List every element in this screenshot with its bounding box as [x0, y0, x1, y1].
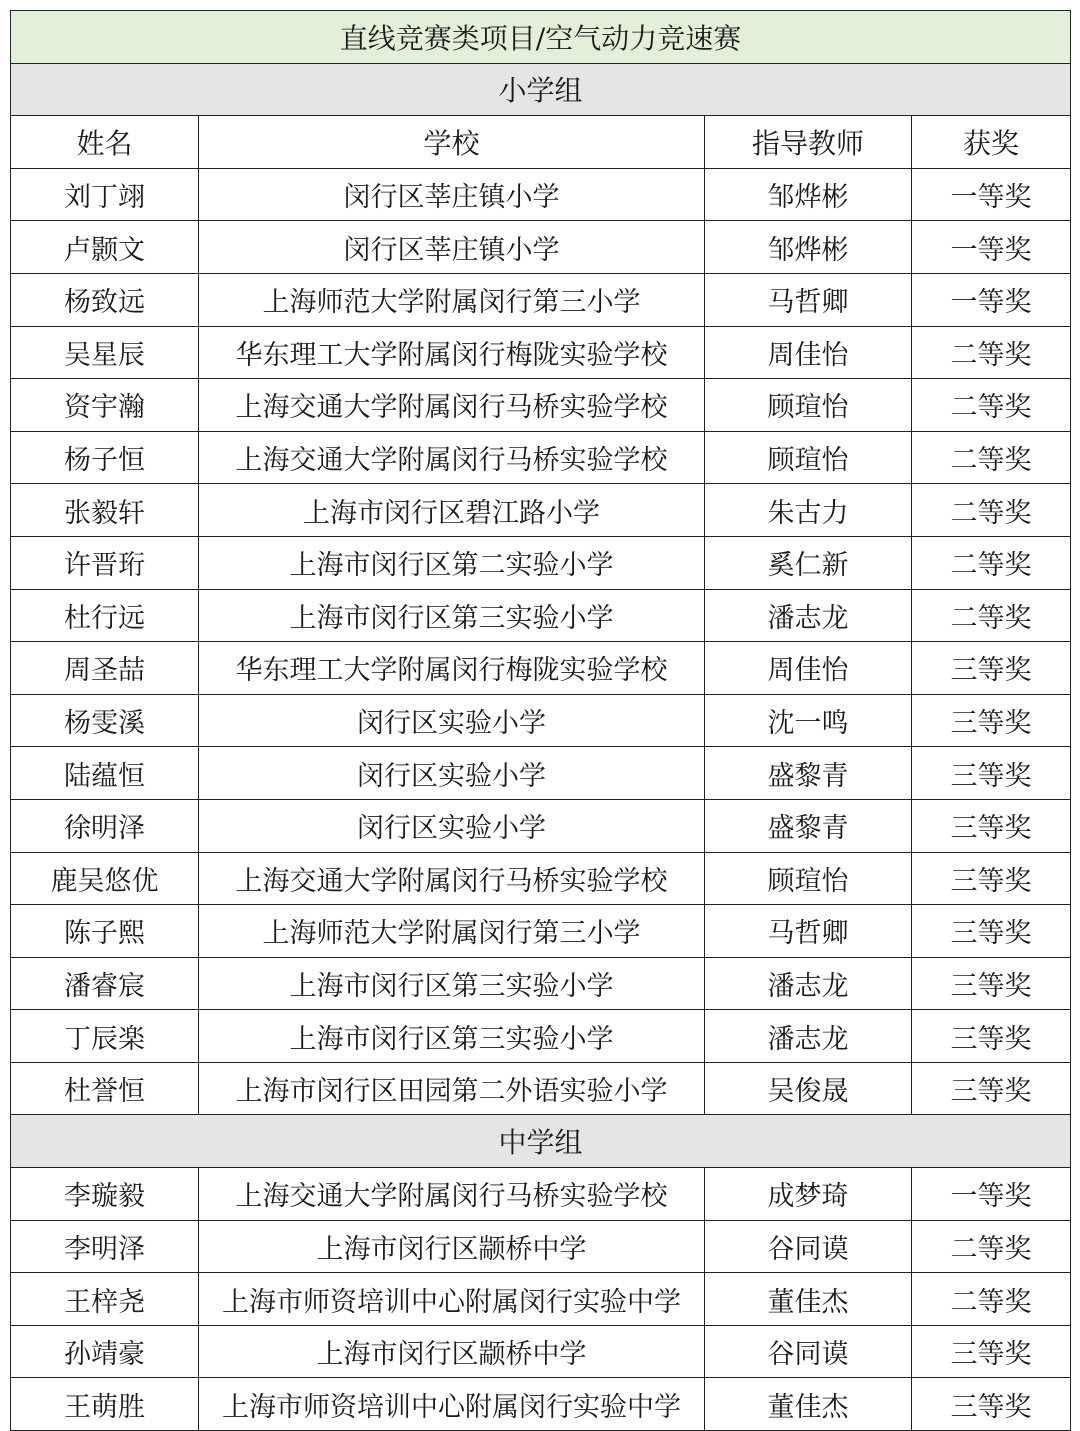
teacher-cell: 周佳怡 — [705, 326, 912, 379]
teacher-cell: 朱古力 — [705, 484, 912, 537]
group-row — [11, 1115, 1071, 1168]
group-row — [11, 63, 1071, 116]
table-row — [11, 221, 1071, 274]
table-row — [11, 905, 1071, 958]
award-cell: 一等奖 — [912, 1168, 1071, 1221]
table-row — [11, 1325, 1071, 1378]
group-label: 中学组 — [11, 1115, 1071, 1168]
student-name-cell: 杨雯溪 — [11, 694, 199, 747]
teacher-cell: 成梦琦 — [705, 1168, 912, 1221]
table-row — [11, 536, 1071, 589]
table-row — [11, 642, 1071, 695]
student-name-cell: 李明泽 — [11, 1220, 199, 1273]
table-row — [11, 799, 1071, 852]
school-cell: 上海市闵行区碧江路小学 — [199, 484, 705, 537]
student-name-cell: 许晋珩 — [11, 536, 199, 589]
school-cell: 闵行区莘庄镇小学 — [199, 168, 705, 221]
column-header-name: 姓名 — [11, 116, 199, 169]
teacher-cell: 顾瑄怡 — [705, 379, 912, 432]
student-name-cell: 李璇毅 — [11, 1168, 199, 1221]
school-cell: 闵行区实验小学 — [199, 799, 705, 852]
student-name-cell: 陈子熙 — [11, 905, 199, 958]
table-row — [11, 379, 1071, 432]
award-cell: 二等奖 — [912, 431, 1071, 484]
table-row — [11, 1220, 1071, 1273]
school-cell: 上海市闵行区第三实验小学 — [199, 957, 705, 1010]
school-cell: 上海交通大学附属闵行马桥实验学校 — [199, 379, 705, 432]
school-cell: 上海师范大学附属闵行第三小学 — [199, 273, 705, 326]
student-name-cell: 陆蕴恒 — [11, 747, 199, 800]
teacher-cell: 吴俊晟 — [705, 1062, 912, 1115]
table-row — [11, 1062, 1071, 1115]
school-cell: 上海市师资培训中心附属闵行实验中学 — [199, 1378, 705, 1431]
column-header-teacher: 指导教师 — [705, 116, 912, 169]
award-cell: 一等奖 — [912, 221, 1071, 274]
award-cell: 三等奖 — [912, 1378, 1071, 1431]
table-row — [11, 957, 1071, 1010]
table-row — [11, 484, 1071, 537]
teacher-cell: 马哲卿 — [705, 273, 912, 326]
award-cell: 二等奖 — [912, 1273, 1071, 1326]
school-cell: 闵行区莘庄镇小学 — [199, 221, 705, 274]
student-name-cell: 丁辰楽 — [11, 1010, 199, 1063]
school-cell: 上海市师资培训中心附属闵行实验中学 — [199, 1273, 705, 1326]
award-cell: 三等奖 — [912, 905, 1071, 958]
teacher-cell: 潘志龙 — [705, 1010, 912, 1063]
student-name-cell: 王梓尧 — [11, 1273, 199, 1326]
school-cell: 华东理工大学附属闵行梅陇实验学校 — [199, 642, 705, 695]
teacher-cell: 邹烨彬 — [705, 221, 912, 274]
table-row — [11, 431, 1071, 484]
award-cell: 二等奖 — [912, 379, 1071, 432]
school-cell: 上海市闵行区颛桥中学 — [199, 1220, 705, 1273]
school-cell: 上海市闵行区第三实验小学 — [199, 1010, 705, 1063]
school-cell: 上海市闵行区第二实验小学 — [199, 536, 705, 589]
school-cell: 华东理工大学附属闵行梅陇实验学校 — [199, 326, 705, 379]
table-title-row — [11, 11, 1071, 64]
school-cell: 上海交通大学附属闵行马桥实验学校 — [199, 1168, 705, 1221]
award-table — [10, 10, 1071, 1431]
teacher-cell: 周佳怡 — [705, 642, 912, 695]
award-cell: 二等奖 — [912, 589, 1071, 642]
award-cell: 三等奖 — [912, 1010, 1071, 1063]
award-cell: 二等奖 — [912, 1220, 1071, 1273]
teacher-cell: 沈一鸣 — [705, 694, 912, 747]
student-name-cell: 杨致远 — [11, 273, 199, 326]
student-name-cell: 卢颢文 — [11, 221, 199, 274]
table-title: 直线竞赛类项目/空气动力竞速赛 — [11, 11, 1071, 64]
column-header-school: 学校 — [199, 116, 705, 169]
table-row — [11, 168, 1071, 221]
group-label: 小学组 — [11, 63, 1071, 116]
teacher-cell: 潘志龙 — [705, 957, 912, 1010]
student-name-cell: 潘睿宸 — [11, 957, 199, 1010]
award-cell: 三等奖 — [912, 1325, 1071, 1378]
student-name-cell: 王萌胜 — [11, 1378, 199, 1431]
award-cell: 三等奖 — [912, 852, 1071, 905]
table-row — [11, 694, 1071, 747]
student-name-cell: 杨子恒 — [11, 431, 199, 484]
table-row — [11, 1168, 1071, 1221]
teacher-cell: 奚仁新 — [705, 536, 912, 589]
award-cell: 一等奖 — [912, 168, 1071, 221]
award-cell: 三等奖 — [912, 1062, 1071, 1115]
table-row — [11, 1378, 1071, 1431]
table-row — [11, 273, 1071, 326]
student-name-cell: 周圣喆 — [11, 642, 199, 695]
teacher-cell: 邹烨彬 — [705, 168, 912, 221]
table-row — [11, 326, 1071, 379]
teacher-cell: 顾瑄怡 — [705, 852, 912, 905]
student-name-cell: 资宇瀚 — [11, 379, 199, 432]
student-name-cell: 孙靖豪 — [11, 1325, 199, 1378]
award-cell: 三等奖 — [912, 694, 1071, 747]
school-cell: 上海交通大学附属闵行马桥实验学校 — [199, 431, 705, 484]
teacher-cell: 顾瑄怡 — [705, 431, 912, 484]
award-cell: 三等奖 — [912, 799, 1071, 852]
column-header-award: 获奖 — [912, 116, 1071, 169]
teacher-cell: 潘志龙 — [705, 589, 912, 642]
student-name-cell: 徐明泽 — [11, 799, 199, 852]
award-cell: 三等奖 — [912, 747, 1071, 800]
school-cell: 闵行区实验小学 — [199, 694, 705, 747]
teacher-cell: 董佳杰 — [705, 1273, 912, 1326]
student-name-cell: 鹿吴悠优 — [11, 852, 199, 905]
table-row — [11, 852, 1071, 905]
student-name-cell: 吴星辰 — [11, 326, 199, 379]
teacher-cell: 谷同谟 — [705, 1220, 912, 1273]
teacher-cell: 董佳杰 — [705, 1378, 912, 1431]
teacher-cell: 谷同谟 — [705, 1325, 912, 1378]
teacher-cell: 盛黎青 — [705, 747, 912, 800]
award-cell: 二等奖 — [912, 484, 1071, 537]
award-cell: 三等奖 — [912, 642, 1071, 695]
teacher-cell: 马哲卿 — [705, 905, 912, 958]
school-cell: 上海市闵行区第三实验小学 — [199, 589, 705, 642]
school-cell: 上海市闵行区田园第二外语实验小学 — [199, 1062, 705, 1115]
award-cell: 三等奖 — [912, 957, 1071, 1010]
table-row — [11, 747, 1071, 800]
school-cell: 上海师范大学附属闵行第三小学 — [199, 905, 705, 958]
award-cell: 一等奖 — [912, 273, 1071, 326]
school-cell: 闵行区实验小学 — [199, 747, 705, 800]
student-name-cell: 张毅轩 — [11, 484, 199, 537]
student-name-cell: 杜行远 — [11, 589, 199, 642]
school-cell: 上海交通大学附属闵行马桥实验学校 — [199, 852, 705, 905]
table-row — [11, 1010, 1071, 1063]
award-cell: 二等奖 — [912, 326, 1071, 379]
table-row — [11, 1273, 1071, 1326]
teacher-cell: 盛黎青 — [705, 799, 912, 852]
student-name-cell: 刘丁翊 — [11, 168, 199, 221]
school-cell: 上海市闵行区颛桥中学 — [199, 1325, 705, 1378]
award-cell: 二等奖 — [912, 536, 1071, 589]
table-row — [11, 589, 1071, 642]
column-header-row — [11, 116, 1071, 169]
student-name-cell: 杜誉恒 — [11, 1062, 199, 1115]
